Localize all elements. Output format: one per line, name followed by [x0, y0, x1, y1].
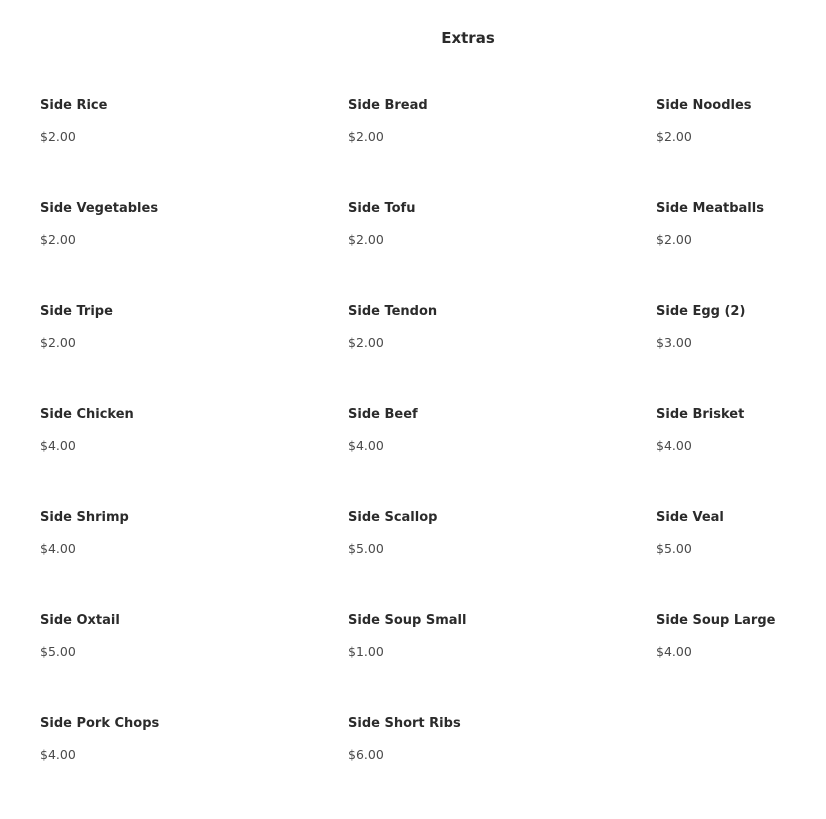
item-price: $2.00 [348, 129, 384, 144]
item-name: Side Tofu [348, 201, 416, 216]
menu-item[interactable] [40, 304, 348, 407]
menu-item[interactable] [40, 716, 348, 819]
item-price: $2.00 [40, 232, 76, 247]
item-name: Side Vegetables [40, 201, 159, 216]
menu-items-grid [40, 98, 826, 819]
menu-item[interactable] [348, 716, 656, 819]
item-price: $5.00 [348, 541, 384, 556]
section-title: Extras [441, 29, 495, 47]
item-name: Side Tendon [348, 304, 438, 319]
item-name: Side Shrimp [40, 510, 129, 525]
item-name: Side Pork Chops [40, 716, 160, 731]
menu-item[interactable] [348, 613, 656, 716]
item-price: $6.00 [348, 747, 384, 762]
item-price: $2.00 [348, 232, 384, 247]
item-price: $1.00 [348, 644, 384, 659]
item-name: Side Oxtail [40, 613, 120, 628]
menu-item[interactable] [348, 407, 656, 510]
menu-item[interactable] [656, 304, 826, 407]
item-name: Side Beef [348, 407, 418, 422]
item-name: Side Meatballs [656, 201, 764, 216]
menu-item[interactable] [348, 510, 656, 613]
item-price: $4.00 [656, 644, 692, 659]
menu-item[interactable] [40, 613, 348, 716]
menu-item[interactable] [656, 98, 826, 201]
item-price: $2.00 [40, 335, 76, 350]
item-price: $3.00 [656, 335, 692, 350]
menu-item[interactable] [656, 510, 826, 613]
item-price: $2.00 [40, 129, 76, 144]
item-price: $4.00 [40, 438, 76, 453]
item-name: Side Bread [348, 98, 428, 113]
item-name: Side Short Ribs [348, 716, 461, 731]
menu-item[interactable] [40, 98, 348, 201]
item-price: $2.00 [656, 129, 692, 144]
item-price: $5.00 [656, 541, 692, 556]
item-price: $2.00 [656, 232, 692, 247]
item-price: $4.00 [40, 747, 76, 762]
item-name: Side Soup Large [656, 613, 776, 628]
item-price: $4.00 [40, 541, 76, 556]
item-price: $4.00 [656, 438, 692, 453]
menu-item[interactable] [40, 510, 348, 613]
item-name: Side Rice [40, 98, 108, 113]
item-name: Side Tripe [40, 304, 113, 319]
menu-item[interactable] [348, 304, 656, 407]
item-name: Side Soup Small [348, 613, 467, 628]
menu-item[interactable] [656, 201, 826, 304]
menu-item[interactable] [348, 98, 656, 201]
menu-item[interactable] [40, 201, 348, 304]
menu-item[interactable] [40, 407, 348, 510]
item-name: Side Egg (2) [656, 304, 746, 319]
item-name: Side Brisket [656, 407, 745, 422]
item-price: $5.00 [40, 644, 76, 659]
item-name: Side Noodles [656, 98, 752, 113]
item-price: $2.00 [348, 335, 384, 350]
item-name: Side Veal [656, 510, 724, 525]
item-name: Side Scallop [348, 510, 438, 525]
menu-item[interactable] [656, 407, 826, 510]
item-price: $4.00 [348, 438, 384, 453]
item-name: Side Chicken [40, 407, 134, 422]
menu-item[interactable] [348, 201, 656, 304]
menu-item[interactable] [656, 613, 826, 716]
